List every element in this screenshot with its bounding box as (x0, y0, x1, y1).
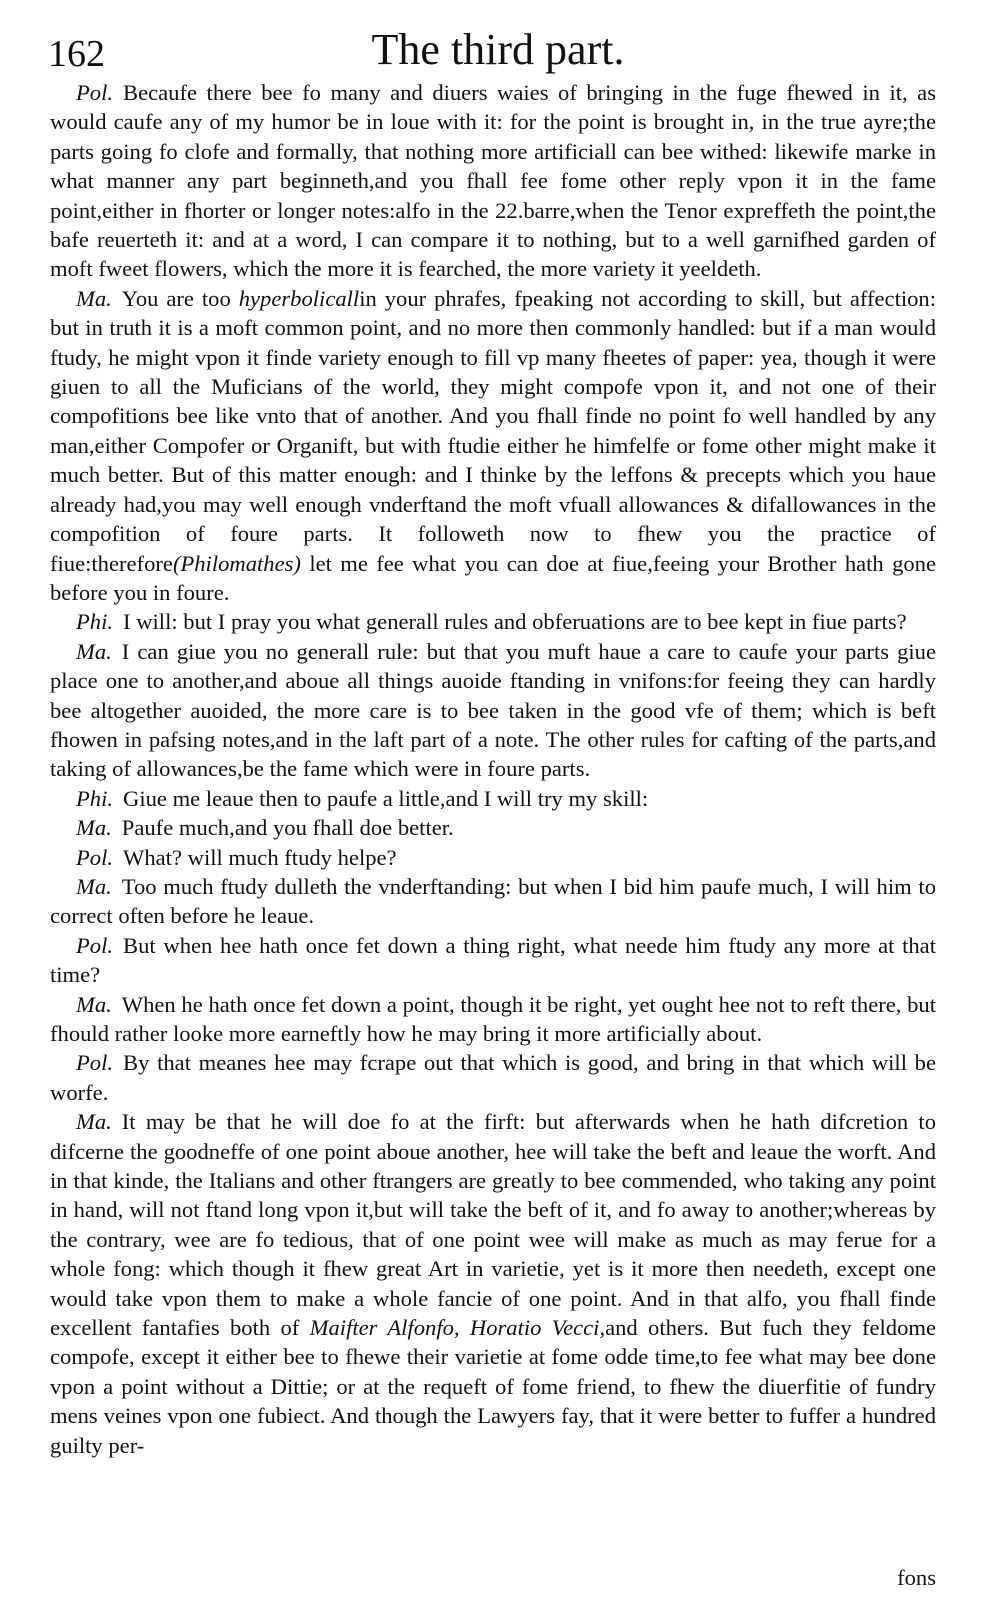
italic-names: Maifter Alfonfo, Horatio Vecci, (309, 1315, 606, 1341)
running-title: The third part. (371, 25, 625, 74)
paragraph (50, 990, 936, 1049)
speaker-label: Pol. (76, 80, 114, 105)
paragraph (50, 607, 936, 636)
speaker-label: Phi. (76, 785, 114, 811)
speaker-label: Pol. (76, 844, 114, 870)
speaker-label: Pol. (76, 932, 114, 958)
speaker-label: Ma. (76, 638, 112, 664)
paragraph (50, 1048, 936, 1107)
page-header (48, 18, 948, 78)
paragraph-text: let me fee what you can doe at fiue,feeing your Brother hath gone before you in foure. (50, 550, 936, 605)
paragraph (50, 931, 936, 990)
paragraph-text: When he hath once fet down a point, though it be right, yet ought hee not to reft there, but fhould rather looke more earneftly how he may bring it more artificially about. (50, 991, 936, 1046)
paragraph (50, 637, 936, 784)
speaker-label: Pol. (76, 1050, 114, 1076)
speaker-label: Phi. (76, 609, 114, 635)
paragraph-text: What? will much ftudy helpe? (123, 844, 397, 870)
speaker-label: Ma. (76, 873, 112, 899)
paragraph-text: in your phrafes, fpeaking not according to skill, but affection: but in truth it is a moft common point, and no more then commonly handled: but if a man would ftudy, he might vpon it finde variety enough to fill vp many fheetes of paper: yea, though it were giuen to all the Muficians of the world, they might compofe vpon it, and not one of their compofitions bee like vnto that of another. And you fhall finde no point fo well handled by any man,either Compofer or Organift, but with ftudie either he himfelfe or fome other might make it much better. But of this matter enough: and I thinke by the leffons & precepts which you haue already had,you may well enough vnderftand the moft vfuall allowances & difallowances in the compofition of foure parts. It followeth now to fhew you the practice of fiue:therefore (50, 285, 936, 576)
paragraph (50, 784, 936, 813)
paragraph-text: Paufe much,and you fhall doe better. (121, 815, 454, 841)
paragraph-text: It may be that he will doe fo at the firft: but afterwards when he hath difcretion to difcerne the goodneffe of one point aboue another, hee will take the beft and leaue the worft. And in that kinde, the Italians and other ftrangers are greatly to bee commended, who taking any point in hand, will not ftand long vpon it,but will take the beft of it, and fo away to another;whereas by the contrary, wee are fo tedious, that of one point wee will make as much as may ferue for a whole fong: which though it fhew great Art in varietie, yet is it more then needeth, except one would take vpon them to make a whole fancie of one point. And in that alfo, you fhall finde excellent fantafies both of (50, 1109, 936, 1341)
page-body (50, 78, 936, 1460)
paragraph (50, 843, 936, 872)
paragraph (50, 872, 936, 931)
speaker-label: Ma. (76, 1109, 112, 1135)
paragraph-text: Becaufe there bee fo many and diuers waies of bringing in the fuge fhewed in it, as would caufe any of my humor be in loue with it: for the point is brought in, in the true ayre;the parts going fo clofe and formally, that nothing more artificiall can bee withed: likewife marke in what manner any part beginneth,and you fhall fee fome other reply vpon it in the fame point,either in fhorter or longer notes:alfo in the 22.barre,when the Tenor expreffeth the point,the bafe reuerteth it: and at a word, I can compare it to nothing, but to a well garnifhed garden of moft fweet flowers, which the more it is fearched, the more variety it yeeldeth. (50, 80, 936, 282)
paragraph-text: By that meanes hee may fcrape out that which is good, and bring in that which will be worfe. (50, 1050, 936, 1105)
italic-word: hyperbolicall (238, 285, 360, 311)
paragraph-text: But when hee hath once fet down a thing right, what neede him ftudy any more at that time? (50, 932, 936, 988)
paragraph-text: and others. But fuch they feldome compofe, except it either bee to fhewe their varietie at fome odde time,to fee what may bee done vpon a point without a Dittie; or at the requeft of fome friend, to fhew the diuerfitie of fundry mens veines vpon one fubiect. And though the Lawyers fay, that it were better to fuffer a hundred guilty per- (50, 1315, 936, 1458)
paragraph-text: Too much ftudy dulleth the vnderftanding: but when I bid him paufe much, I will him to correct often before he leaue. (50, 873, 936, 929)
paragraph-text: Giue me leaue then to paufe a little,and I will try my skill: (123, 785, 649, 811)
italic-name: (Philomathes) (172, 550, 301, 576)
paragraph-text: I can giue you no generall rule: but that you muft haue a care to caufe your parts giue place one to another,and aboue all things auoide ftanding in vnifons:for feeing they can hardly bee altogether auoided, the more care is to bee taken in the good vfe of them; which is beft fhowen in pafsing notes,and in the laft part of a note. The other rules for cafting of the parts,and taking of allowances,be the fame which were in foure parts. (50, 638, 936, 782)
speaker-label: Ma. (76, 285, 112, 311)
paragraph-text: You are too (121, 285, 231, 311)
speaker-label: Ma. (76, 815, 112, 841)
speaker-label: Ma. (76, 991, 112, 1017)
paragraph (50, 813, 936, 842)
page-number: 162 (48, 33, 105, 75)
paragraph (50, 78, 936, 284)
paragraph (50, 1107, 936, 1460)
paragraph (50, 284, 936, 607)
catchword: fons (897, 1565, 936, 1590)
paragraph-text: I will: but I pray you what generall rules and obferuations are to bee kept in fiue parts? (123, 609, 907, 635)
